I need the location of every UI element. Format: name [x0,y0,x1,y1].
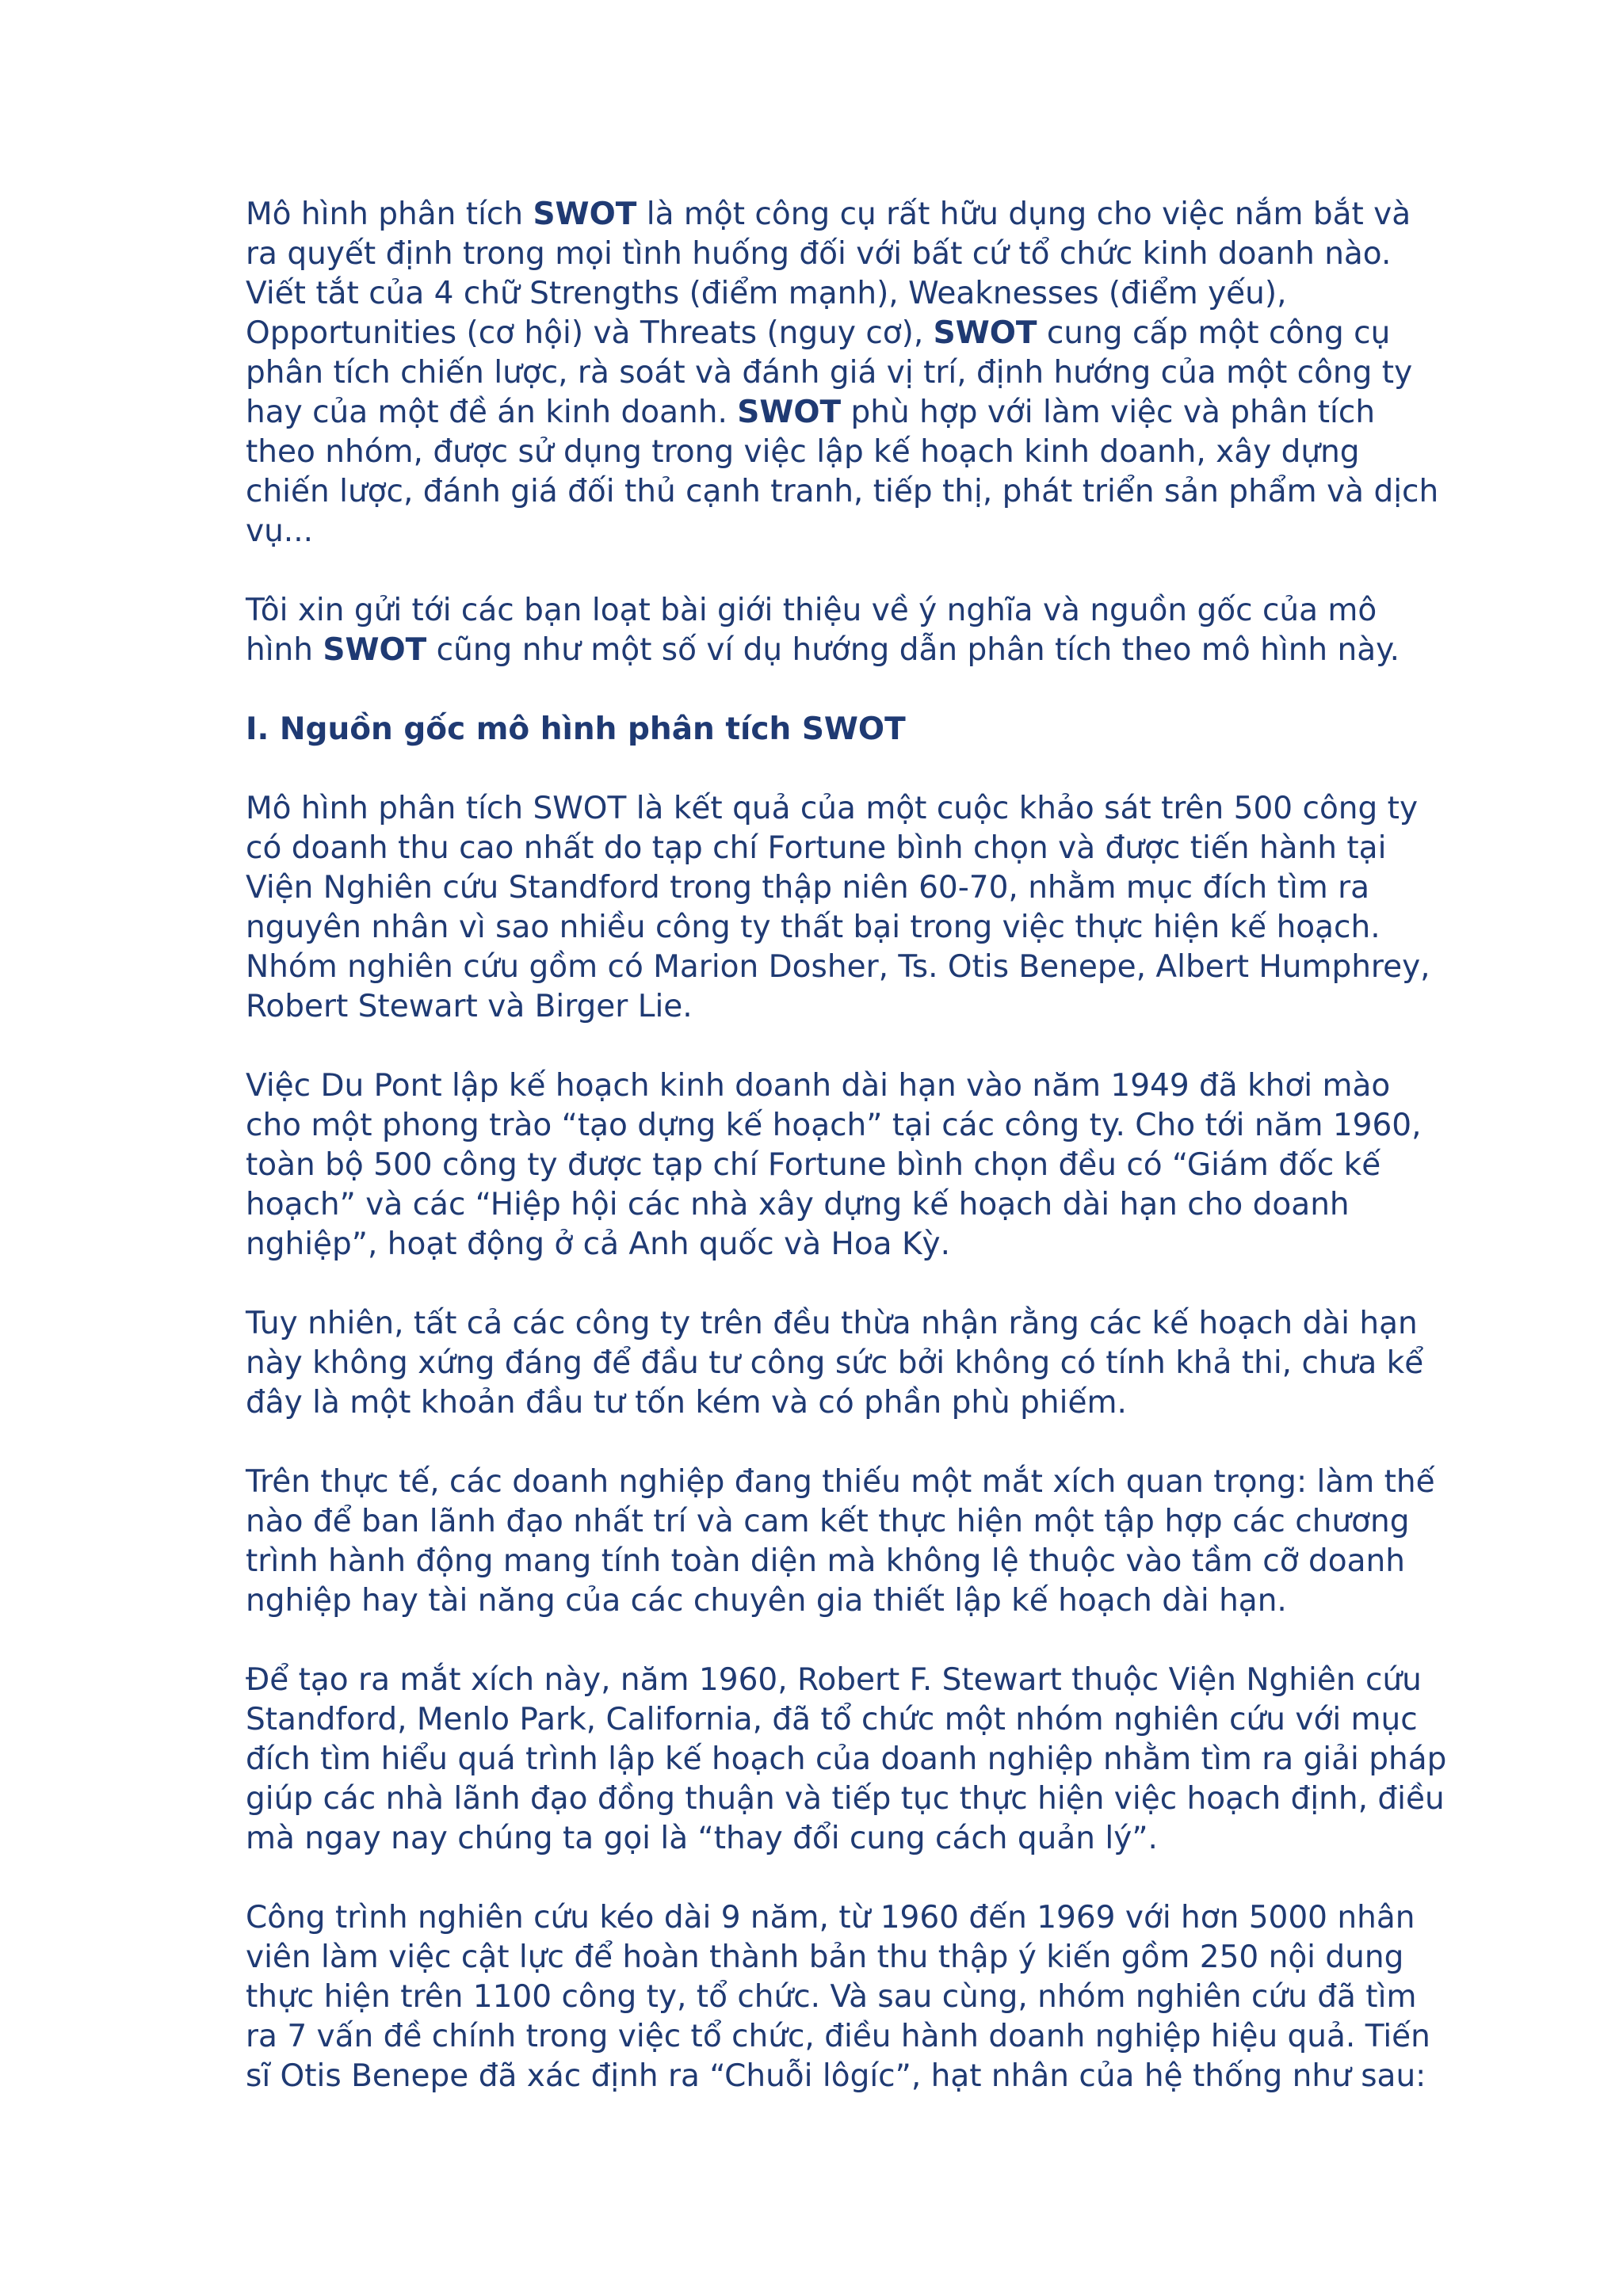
text-run: cũng như một số ví dụ hướng dẫn phân tích theo mô hình này. [426,632,1400,668]
swot-term: SWOT [533,196,637,232]
text-run: là một công cụ rất hữu dụng cho việc nắm bắt và [636,196,1411,232]
text-line: ra quyết định trong mọi tình huống đối với bất cứ tổ chức kinh doanh nào. [246,236,1392,272]
text-line: nghiệp hay tài năng của các chuyên gia thiết lập kế hoạch dài hạn. [246,1583,1287,1619]
stewart-paragraph [246,1661,1447,1859]
text-line: Viện Nghiên cứu Standford trong thập niên 60-70, nhằm mục đích tìm ra [246,870,1370,906]
document-body [246,195,1447,2136]
text-line: Công trình nghiên cứu kéo dài 9 năm, từ 1960 đến 1969 với hơn 5000 nhân [246,1900,1415,1936]
text-line [246,314,1391,353]
text-line: chiến lược, đánh giá đối thủ cạnh tranh, tiếp thị, phát triển sản phẩm và dịch [246,474,1439,509]
origin-paragraph [246,789,1430,1027]
text-line: phân tích chiến lược, rà soát và đánh giá vị trí, định hướng của một công ty [246,355,1413,391]
text-line: mà ngay nay chúng ta gọi là “thay đổi cung cách quản lý”. [246,1821,1158,1856]
text-line: Tôi xin gửi tới các bạn loạt bài giới thiệu về ý nghĩa và nguồn gốc của mô [246,593,1377,628]
du-pont-paragraph [246,1066,1422,1264]
text-line: hoạch” và các “Hiệp hội các nhà xây dựng kế hoạch dài hạn cho doanh [246,1187,1350,1222]
series-intro-paragraph [246,591,1400,670]
text-line [246,393,1387,433]
text-line: theo nhóm, được sử dụng trong việc lập kế hoạch kinh doanh, xây dựng [246,434,1360,470]
text-line: sĩ Otis Benepe đã xác định ra “Chuỗi lôgíc”, hạt nhân của hệ thống như sau: [246,2058,1426,2094]
text-line: nghiệp”, hoạt động ở cả Anh quốc và Hoa Kỳ. [246,1226,951,1262]
intro-paragraph [246,195,1439,551]
text-line: này không xứng đáng để đầu tư công sức bởi không có tính khả thi, chưa kể [246,1345,1424,1381]
text-line [246,631,1400,670]
text-line: Mô hình phân tích SWOT là kết quả của một cuộc khảo sát trên 500 công ty [246,791,1419,826]
section-heading: I. Nguồn gốc mô hình phân tích SWOT [246,711,906,747]
text-line: Tuy nhiên, tất cả các công ty trên đều thừa nhận rằng các kế hoạch dài hạn [246,1306,1418,1341]
swot-term: SWOT [933,315,1037,351]
text-run: phù hợp với làm việc và phân tích [841,395,1376,430]
text-run: Opportunities (cơ hội) và Threats (nguy cơ), [246,315,934,351]
text-line: Trên thực tế, các doanh nghiệp đang thiếu một mắt xích quan trọng: làm thế [246,1464,1435,1500]
text-line: viên làm việc cật lực để hoàn thành bản thu thập ý kiến gồm 250 nội dung [246,1939,1404,1975]
text-line: giúp các nhà lãnh đạo đồng thuận và tiếp tục thực hiện việc hoạch định, điều [246,1781,1445,1817]
text-run: Mô hình phân tích [246,196,533,232]
text-run: cung cấp một công cụ [1037,315,1391,351]
text-run: hay của một đề án kinh doanh. [246,395,738,430]
research-paragraph [246,1898,1430,2096]
missing-link-paragraph [246,1463,1435,1621]
text-line: đây là một khoản đầu tư tốn kém và có phần phù phiếm. [246,1385,1127,1421]
text-line: ra 7 vấn đề chính trong việc tổ chức, điều hành doanh nghiệp hiệu quả. Tiến [246,2019,1430,2054]
text-line: thực hiện trên 1100 công ty, tổ chức. Và sau cùng, nhóm nghiên cứu đã tìm [246,1979,1417,2015]
text-line: Viết tắt của 4 chữ Strengths (điểm mạnh), Weaknesses (điểm yếu), [246,276,1287,311]
text-line: Robert Stewart và Birger Lie. [246,989,693,1024]
text-line: nào để ban lãnh đạo nhất trí và cam kết thực hiện một tập hợp các chương [246,1504,1410,1539]
text-line: có doanh thu cao nhất do tạp chí Fortune bình chọn và được tiến hành tại [246,830,1387,866]
text-line [246,195,1411,235]
text-line: nguyên nhân vì sao nhiều công ty thất bại trong việc thực hiện kế hoạch. [246,910,1381,945]
text-line: toàn bộ 500 công ty được tạp chí Fortune bình chọn đều có “Giám đốc kế [246,1147,1381,1183]
text-line: Nhóm nghiên cứu gồm có Marion Dosher, Ts. Otis Benepe, Albert Humphrey, [246,949,1430,985]
text-line: cho một phong trào “tạo dựng kế hoạch” tại các công ty. Cho tới năm 1960, [246,1108,1422,1143]
text-line: Việc Du Pont lập kế hoạch kinh doanh dài hạn vào năm 1949 đã khơi mào [246,1068,1391,1104]
swot-term: SWOT [737,395,842,430]
text-line: đích tìm hiểu quá trình lập kế hoạch của doanh nghiệp nhằm tìm ra giải pháp [246,1741,1447,1777]
swot-term: SWOT [323,632,427,668]
however-paragraph [246,1304,1424,1423]
text-line: Để tạo ra mắt xích này, năm 1960, Robert F. Stewart thuộc Viện Nghiên cứu [246,1662,1422,1698]
text-line: vụ... [246,513,313,549]
text-run: hình [246,632,323,668]
text-line: Standford, Menlo Park, California, đã tổ chức một nhóm nghiên cứu với mục [246,1702,1418,1737]
text-line: trình hành động mang tính toàn diện mà không lệ thuộc vào tầm cỡ doanh [246,1543,1405,1579]
